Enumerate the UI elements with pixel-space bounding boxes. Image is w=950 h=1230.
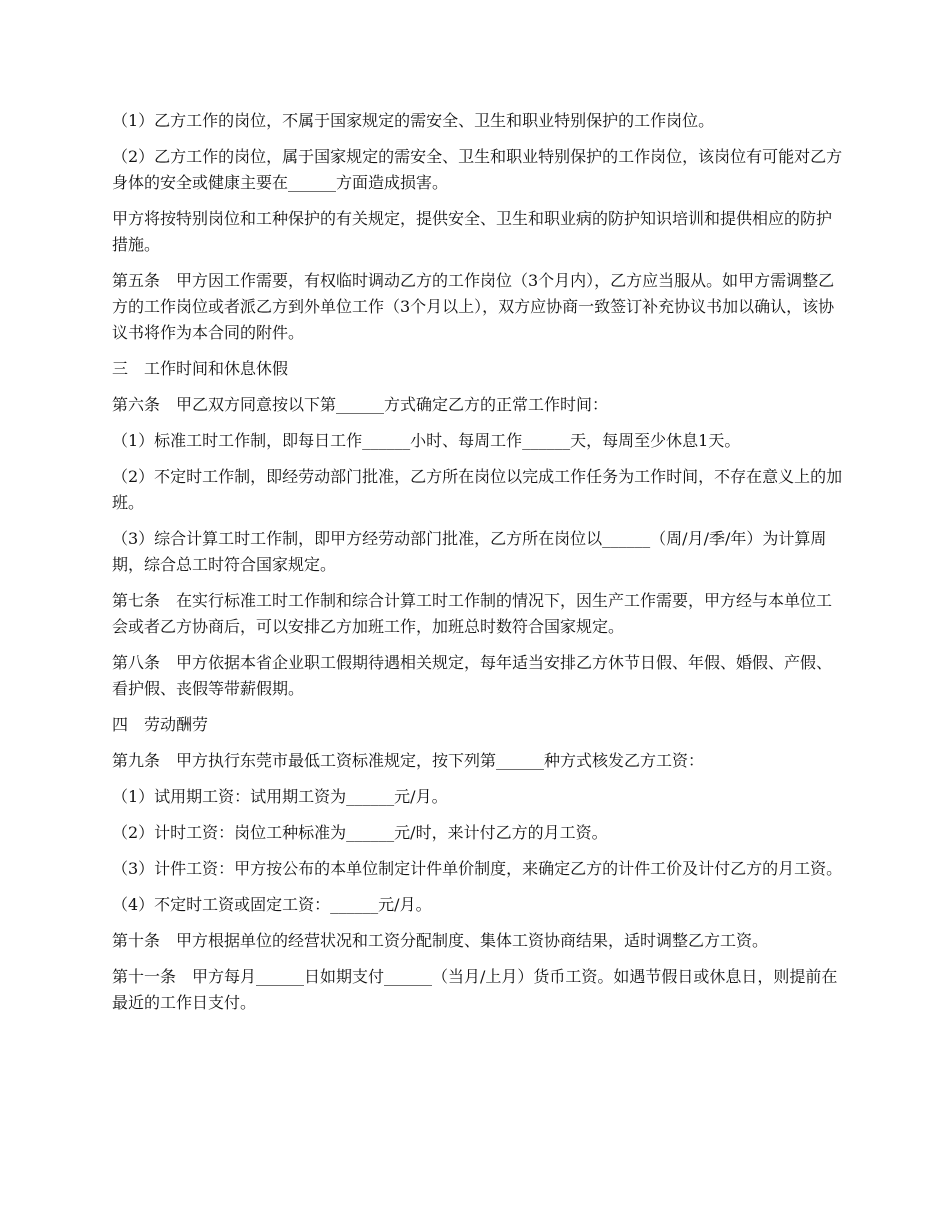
paragraph-article-7: 第七条 在实行标准工时工作制和综合计算工时工作制的情况下，因生产工作需要，甲方经与本单位工会或者乙方协商后，可以安排乙方加班工作，加班总时数符合国家规定。: [112, 591, 833, 636]
section-heading-remuneration: 四 劳动酬劳: [112, 715, 209, 734]
paragraph-article-5: 第五条 甲方因工作需要，有权临时调动乙方的工作岗位（3个月内），乙方应当服从。如甲方需调整乙方的工作岗位或者派乙方到外单位工作（3个月以上），双方应协商一致签订补充协议书加以确认，该协议书将作为本合同的附件。: [112, 271, 835, 342]
document-body: [112, 108, 847, 1026]
paragraph-article-6-item-2: （2）不定时工作制，即经劳动部门批准，乙方所在岗位以完成工作任务为工作时间，不存在意义上的加班。: [112, 467, 843, 512]
paragraph-clause-item-1: （1）乙方工作的岗位，不属于国家规定的需安全、卫生和职业特别保护的工作岗位。: [112, 111, 715, 130]
paragraph-article-6: 第六条 甲乙双方同意按以下第______方式确定乙方的正常工作时间：: [112, 395, 609, 414]
paragraph-article-9-item-1: （1）试用期工资：试用期工资为______元/月。: [112, 787, 448, 806]
paragraph-article-9-item-3: （3）计件工资：甲方按公布的本单位制定计件单价制度，来确定乙方的计件工价及计付乙方的月工资。: [112, 859, 843, 878]
paragraph-protection-measures: 甲方将按特别岗位和工种保护的有关规定，提供安全、卫生和职业病的防护知识培训和提供相应的防护措施。: [112, 209, 833, 254]
paragraph-article-6-item-1: （1）标准工时工作制，即每日工作______小时、每周工作______天，每周至少休息1天。: [112, 431, 741, 450]
paragraph-clause-item-2: （2）乙方工作的岗位，属于国家规定的需安全、卫生和职业特别保护的工作岗位，该岗位有可能对乙方身体的安全或健康主要在______方面造成损害。: [112, 147, 843, 192]
paragraph-article-8: 第八条 甲方依据本省企业职工假期待遇相关规定，每年适当安排乙方休节日假、年假、婚假、产假、看护假、丧假等带薪假期。: [112, 653, 833, 698]
paragraph-article-11: 第十一条 甲方每月______日如期支付______（当月/上月）货币工资。如遇节假日或休息日，则提前在最近的工作日支付。: [112, 967, 838, 1012]
paragraph-article-9-item-4: （4）不定时工资或固定工资：______元/月。: [112, 895, 432, 914]
paragraph-article-10: 第十条 甲方根据单位的经营状况和工资分配制度、集体工资协商结果，适时调整乙方工资。: [112, 931, 769, 950]
section-heading-working-hours: 三 工作时间和休息休假: [112, 359, 289, 378]
paragraph-article-9: 第九条 甲方执行东莞市最低工资标准规定，按下列第______种方式核发乙方工资：: [112, 751, 705, 770]
paragraph-article-6-item-3: （3）综合计算工时工作制，即甲方经劳动部门批准，乙方所在岗位以______（周/月/季/年）为计算周期，综合总工时符合国家规定。: [112, 529, 827, 574]
paragraph-article-9-item-2: （2）计时工资：岗位工种标准为______元/时，来计付乙方的月工资。: [112, 823, 608, 842]
